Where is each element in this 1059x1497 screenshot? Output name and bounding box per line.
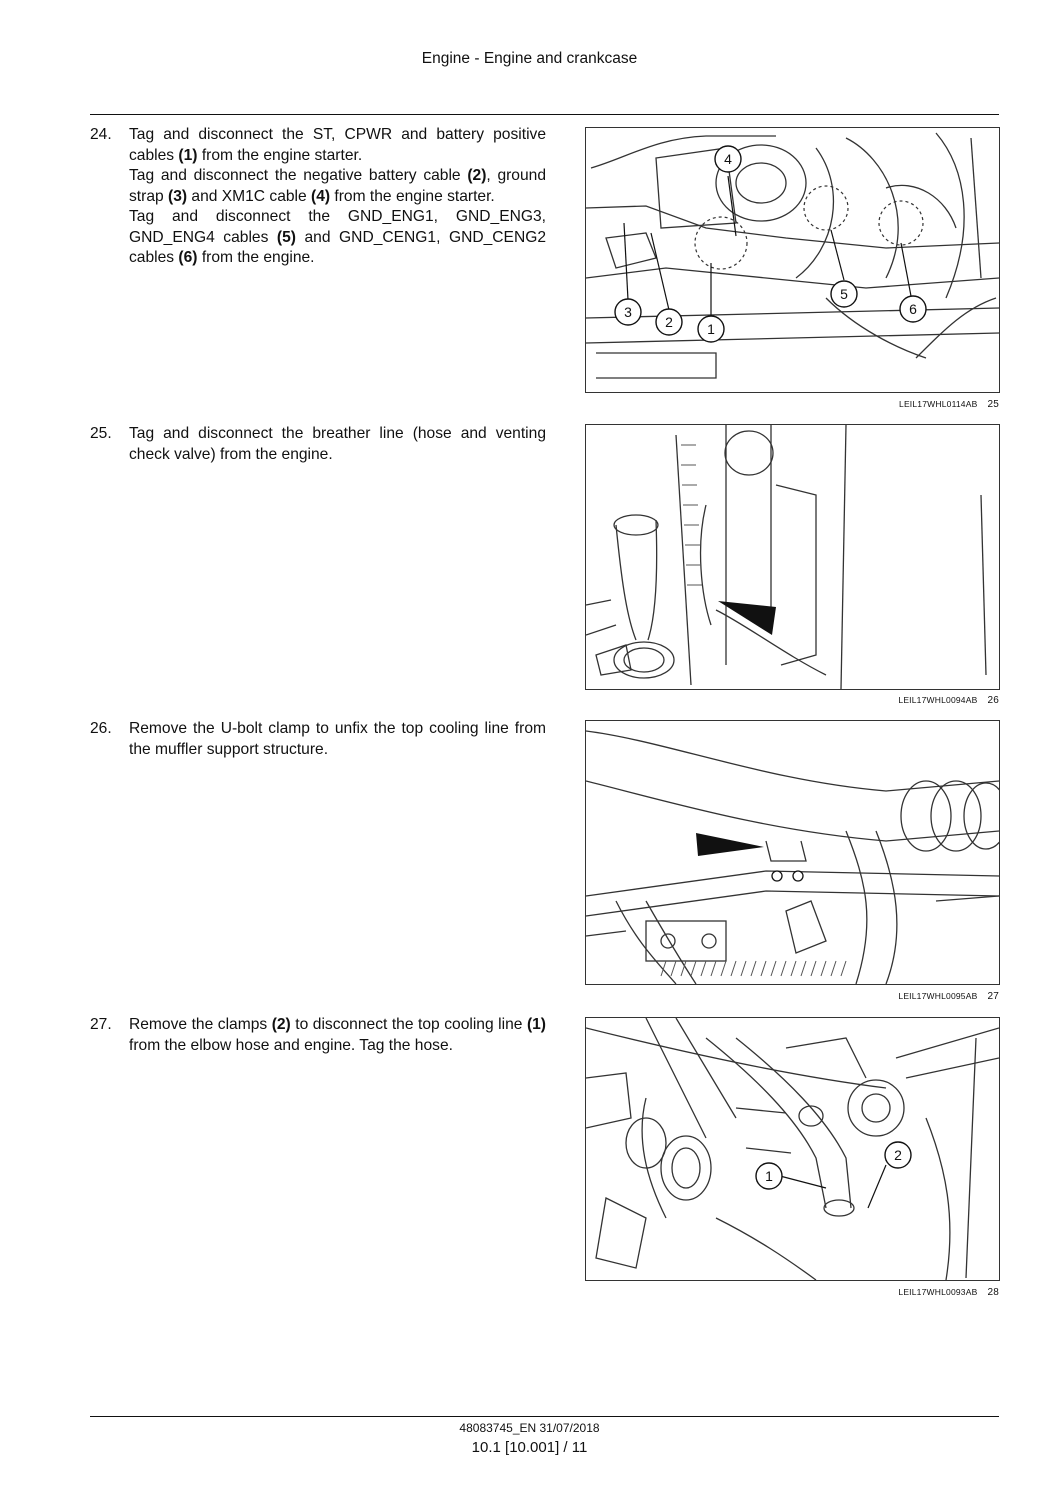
figure-28-top-cooling-line	[585, 1017, 1000, 1281]
figure-number: 25	[987, 399, 999, 410]
header-rule	[90, 114, 999, 115]
starter-illustration	[586, 128, 999, 392]
step-number: 26.	[90, 720, 112, 737]
footer-rule	[90, 1416, 999, 1417]
callout-4: 4	[724, 151, 732, 167]
callout-1: 1	[765, 1168, 773, 1184]
figure-26-breather-line	[585, 424, 1000, 690]
footer-document-code: 48083745_EN 31/07/2018	[459, 1421, 600, 1435]
figure-code: LEIL17WHL0095AB	[898, 991, 978, 1001]
step-24	[90, 125, 546, 269]
step-text: Tag and disconnect the ST, CPWR and battery positive cables (1) from the engine starter. Tag and disconnect the negative battery cable (2), ground strap (3) and XM1C cable (4) from the engine starter. Tag and disconnect the GND_ENG1, GND_ENG3, GND_ENG4 cables (5) and GND_CENG1, GND_CENG2 cables (6) from the engine.	[129, 126, 547, 266]
figure-code: LEIL17WHL0093AB	[898, 1287, 978, 1297]
figure-25-caption	[899, 399, 999, 410]
figure-26-caption	[898, 695, 999, 706]
step-text: Tag and disconnect the breather line (hose and venting check valve) from the engine.	[129, 425, 546, 463]
figure-code: LEIL17WHL0094AB	[898, 695, 978, 705]
step-26	[90, 719, 546, 760]
figure-27-caption	[898, 991, 999, 1002]
figure-28-caption	[898, 1287, 999, 1298]
figure-number: 26	[987, 695, 999, 706]
callout-2: 2	[894, 1147, 902, 1163]
step-number: 25.	[90, 425, 112, 442]
callout-5: 5	[840, 286, 848, 302]
step-text: Remove the U-bolt clamp to unfix the top cooling line from the muffler support structure.	[129, 720, 546, 758]
ubolt-illustration	[586, 721, 999, 984]
step-text: Remove the clamps (2) to disconnect the top cooling line (1) from the elbow hose and engine. Tag the hose.	[129, 1016, 546, 1054]
cooling-line-illustration	[586, 1018, 999, 1280]
figure-number: 28	[987, 1287, 999, 1298]
step-25	[90, 424, 546, 465]
figure-27-ubolt-clamp	[585, 720, 1000, 985]
arrow-icon	[696, 833, 764, 856]
figure-25-starter-cables	[585, 127, 1000, 393]
callout-1: 1	[707, 321, 715, 337]
callout-3: 3	[624, 304, 632, 320]
callout-6: 6	[909, 301, 917, 317]
figure-code: LEIL17WHL0114AB	[899, 399, 978, 409]
figure-number: 27	[987, 991, 999, 1002]
step-27	[90, 1015, 546, 1056]
arrow-icon	[718, 601, 776, 635]
page-header-title: Engine - Engine and crankcase	[421, 50, 638, 67]
breather-illustration	[586, 425, 999, 689]
step-number: 24.	[90, 126, 112, 143]
step-number: 27.	[90, 1016, 112, 1033]
footer-page-number: 10.1 [10.001] / 11	[471, 1439, 588, 1456]
callout-2: 2	[665, 314, 673, 330]
